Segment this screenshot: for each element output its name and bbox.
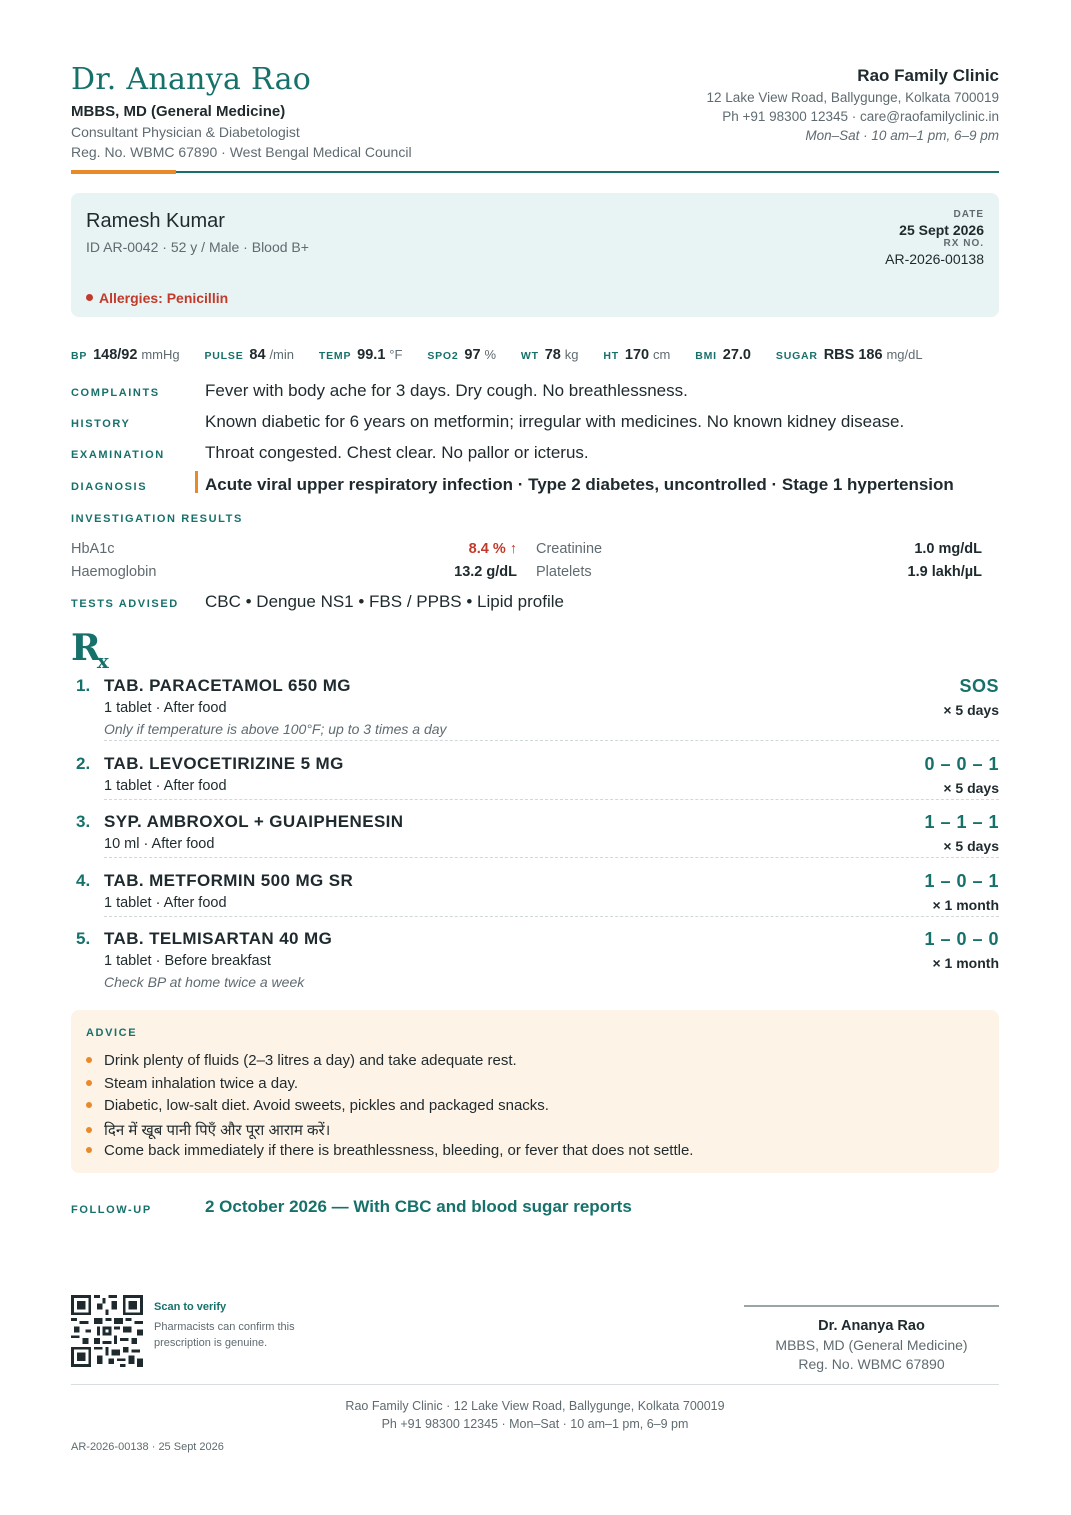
investigation-value: 1.9 lakh/µL [907,564,982,580]
doctor-name: Dr. Ananya Rao [71,62,312,97]
verify-text: Pharmacists can confirm this prescription is genuine. [154,1321,295,1349]
qr-code-icon[interactable] [71,1295,143,1367]
verify-title: Scan to verify [154,1301,227,1313]
history-text: Known diabetic for 6 years on metformin; irregular with medicines. No known kidney disease. [205,412,905,431]
footer-address: Rao Family Clinic · 12 Lake View Road, Ballygunge, Kolkata 700019 [345,1399,725,1413]
prescription-meta [885,209,984,267]
medicine-divider [104,740,999,741]
bullet-icon [86,1057,92,1063]
investigation-name: HbA1c [71,541,115,557]
patient-card [71,193,999,317]
medicine-number: 3. [76,812,91,831]
doctor-qualification: MBBS, MD (General Medicine) [71,103,286,120]
medicine-duration: × 5 days [943,780,999,796]
advice-item: Come back immediately if there is breathlessness, bleeding, or fever that does not settle. [86,1142,693,1165]
allergy-badge [86,290,228,306]
footer [71,1397,999,1433]
medicine-schedule: SOS [959,676,999,696]
examination-text: Throat congested. Chest clear. No pallor or icterus. [205,443,589,462]
medicine-name: TAB. PARACETAMOL 650 MG [104,676,351,695]
medicine-schedule: 0 – 0 – 1 [924,754,999,774]
medicine-note: Only if temperature is above 100°F; up to 3 times a day [104,721,447,737]
vital-height: HT 170 cm [603,347,671,363]
footer-divider [71,1384,999,1385]
medicine-duration: × 1 month [932,955,999,971]
medicine-number: 4. [76,871,91,890]
investigation-name: Platelets [536,564,592,580]
allergy-text: Allergies: Penicillin [99,290,229,306]
advice-item: Steam inhalation twice a day. [86,1075,693,1098]
clinic-contact: Ph +91 98300 12345 · care@raofamilyclinic.in [722,109,999,124]
examination-label: EXAMINATION [71,449,165,461]
medicine-number: 2. [76,754,91,773]
doctor-header [71,62,412,160]
medicine-schedule: 1 – 0 – 1 [924,871,999,891]
medicine-name: TAB. LEVOCETIRIZINE 5 MG [104,754,344,773]
advice-item: Diabetic, low-salt diet. Avoid sweets, pickles and packaged snacks. [86,1097,693,1120]
prescription-date: 25 Sept 2026 [899,222,984,238]
medicine-dose: 1 tablet · After food [104,778,227,794]
medicine-dose: 1 tablet · After food [104,700,227,716]
complaints-text: Fever with body ache for 3 days. Dry cough. No breathlessness. [205,381,688,400]
medicine-name: TAB. TELMISARTAN 40 MG [104,929,333,948]
vital-spo2: SPO2 97 % [427,347,497,363]
medicine-divider [104,857,999,858]
bullet-icon [86,1102,92,1108]
advice-list [86,1052,693,1165]
clinic-address: 12 Lake View Road, Ballygunge, Kolkata 700019 [706,90,999,105]
vital-temp: TEMP 99.1 °F [318,347,403,363]
medicine-note: Check BP at home twice a week [104,974,305,990]
medicine-dose: 1 tablet · After food [104,895,227,911]
medicine-duration: × 5 days [943,702,999,718]
patient-name: Ramesh Kumar [86,210,225,232]
diagnosis-text: Acute viral upper respiratory infection · Type 2 diabetes, uncontrolled · Stage 1 hypertension [205,475,954,494]
vital-pulse: PULSE 84 /min [204,347,294,363]
medicine-number: 1. [76,676,91,695]
document-id: AR-2026-00138 · 25 Sept 2026 [71,1441,224,1453]
medicine-schedule: 1 – 1 – 1 [924,812,999,832]
medicine-number: 5. [76,929,91,948]
bullet-icon [86,1147,92,1153]
medicine-name: SYP. AMBROXOL + GUAIPHENESIN [104,812,404,831]
bullet-icon [86,1127,92,1133]
signature-line [744,1305,999,1307]
investigation-name: Haemoglobin [71,564,157,580]
alert-dot-icon [86,294,93,301]
history-label: HISTORY [71,418,131,430]
signature-block [744,1318,999,1372]
rx-number-label: RX NO. [943,238,984,249]
medicine-schedule: 1 – 0 – 0 [924,929,999,949]
investigation-name: Creatinine [536,541,603,557]
signature-registration: Reg. No. WBMC 67890 [798,1356,945,1372]
vital-weight: WT 78 kg [520,347,579,363]
advice-box [71,1010,999,1173]
complaints-label: COMPLAINTS [71,387,160,399]
vital-sugar: SUGAR RBS 186 mg/dL [775,347,923,363]
clinic-hours: Mon–Sat · 10 am–1 pm, 6–9 pm [805,128,999,143]
investigation-value: 13.2 g/dL [454,564,517,580]
advice-title: ADVICE [86,1027,138,1039]
advice-item: Drink plenty of fluids (2–3 litres a day) and take adequate rest. [86,1052,693,1075]
vital-bmi: BMI 27.0 [695,347,751,363]
vital-bp: BP 148/92 mmHg [71,347,180,363]
clinic-name: Rao Family Clinic [857,66,999,85]
advice-item: दिन में खूब पानी पिएँ और पूरा आराम करें। [86,1120,693,1143]
medicine-duration: × 5 days [943,838,999,854]
investigation-value-flagged: 8.4 % ↑ [468,541,517,557]
tests-advised-text: CBC • Dengue NS1 • FBS / PPBS • Lipid profile [205,592,564,611]
diagnosis-marker [195,471,198,493]
footer-contact: Ph +91 98300 12345 · Mon–Sat · 10 am–1 pm, 6–9 pm [381,1417,689,1431]
signature-name: Dr. Ananya Rao [818,1318,925,1334]
header-divider [71,171,999,173]
rx-icon: $R_x$ [71,627,109,673]
vitals-row [71,346,944,363]
date-label: DATE [953,209,984,220]
medicine-dose: 1 tablet · Before breakfast [104,953,271,969]
doctor-title: Consultant Physician & Diabetologist [71,124,300,140]
patient-meta: ID AR-0042 · 52 y / Male · Blood B+ [86,239,309,255]
investigation-value: 1.0 mg/dL [914,541,982,557]
medicine-divider [104,799,999,800]
followup-text: 2 October 2026 — With CBC and blood sugar reports [205,1197,632,1216]
medicine-duration: × 1 month [932,897,999,913]
diagnosis-label: DIAGNOSIS [71,481,148,493]
medicine-dose: 10 ml · After food [104,836,215,852]
bullet-icon [86,1080,92,1086]
rx-number: AR-2026-00138 [885,251,984,267]
medicine-divider [104,916,999,917]
header-accent [71,170,176,174]
clinic-header [707,66,999,143]
signature-qualification: MBBS, MD (General Medicine) [775,1337,968,1353]
doctor-registration: Reg. No. WBMC 67890 · West Bengal Medical Council [71,144,412,160]
medicine-name: TAB. METFORMIN 500 MG SR [104,871,354,890]
followup-label: FOLLOW-UP [71,1204,152,1216]
investigations-title: INVESTIGATION RESULTS [71,513,243,525]
tests-advised-label: TESTS ADVISED [71,598,179,610]
